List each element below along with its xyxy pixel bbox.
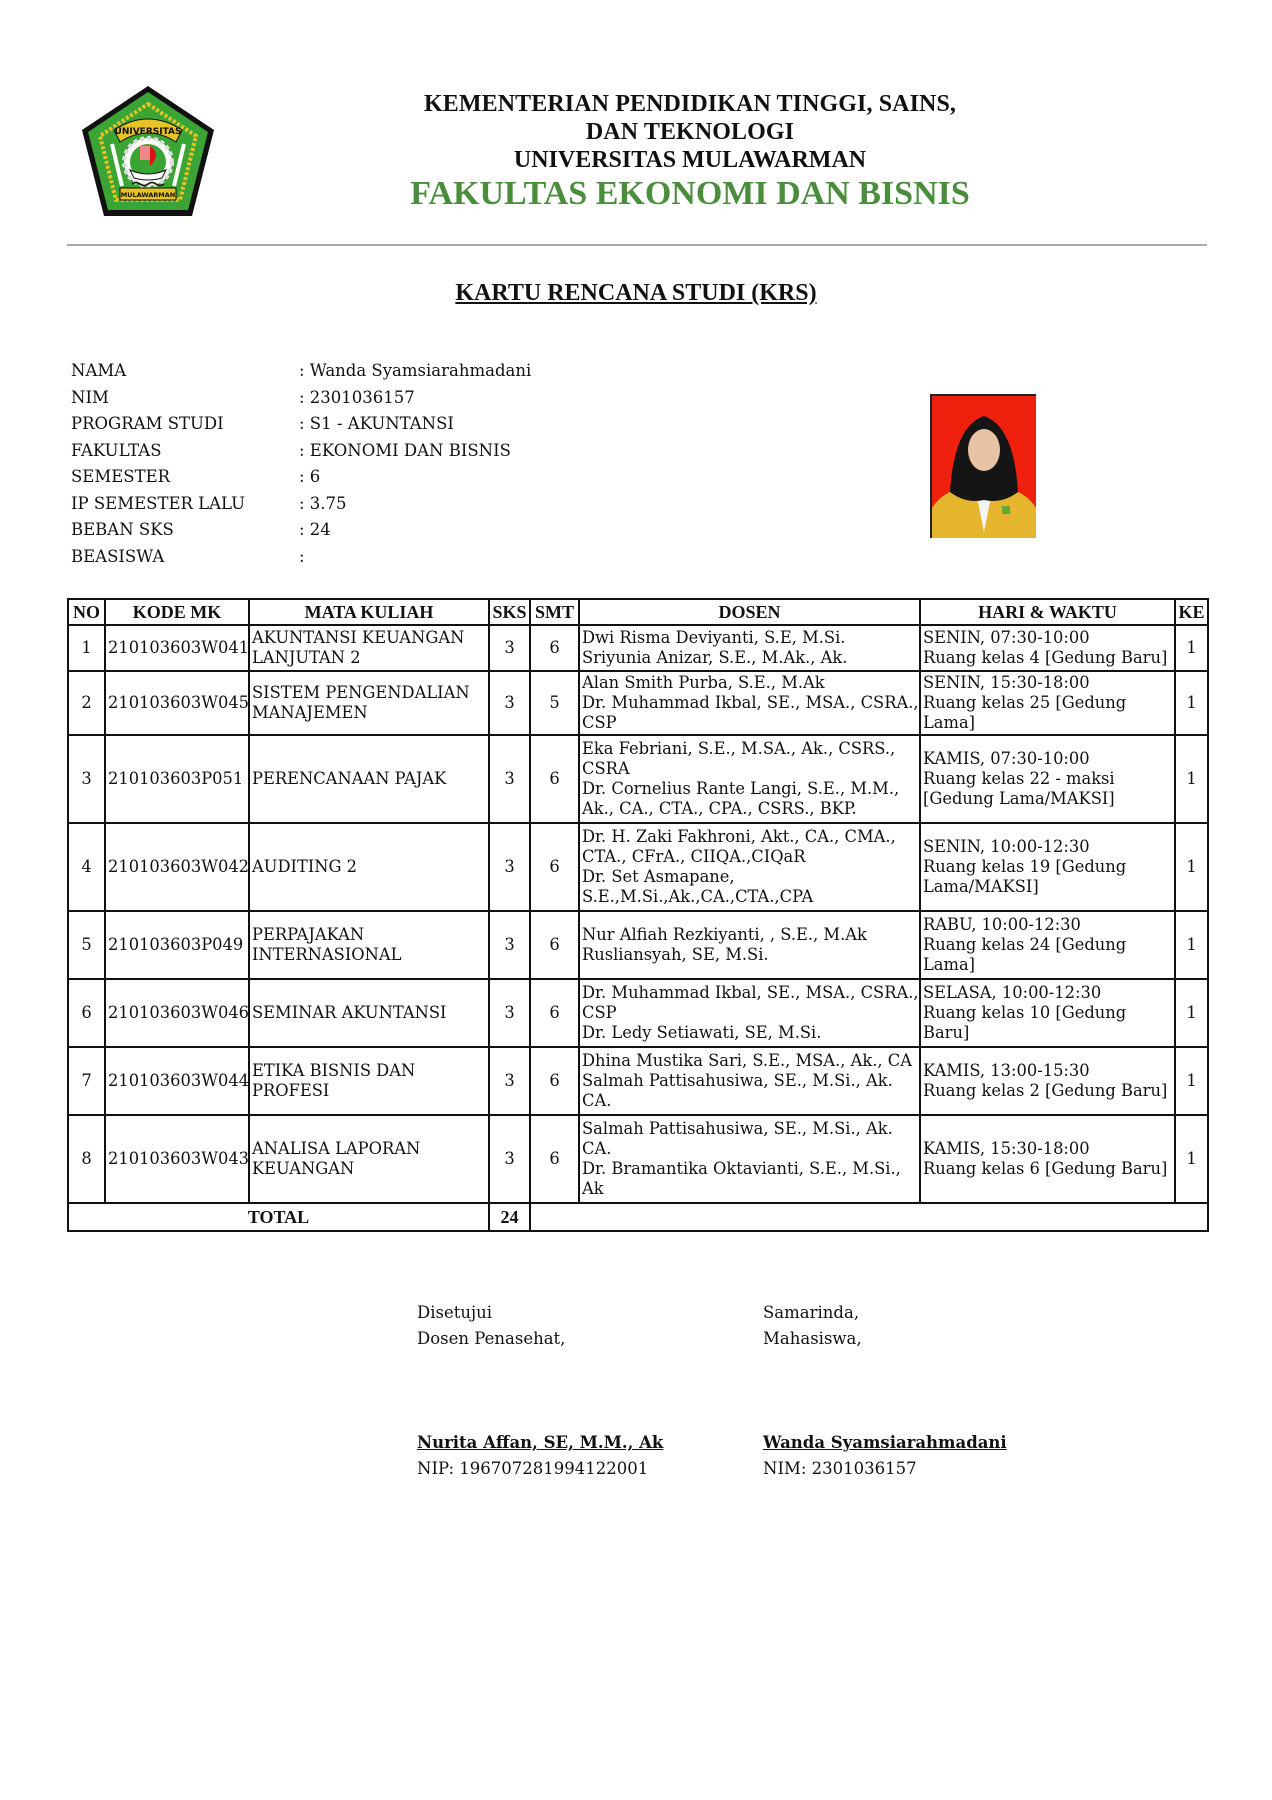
cell-hari-waktu-line: SENIN, 15:30-18:00 — [923, 673, 1090, 692]
info-row-semester — [71, 464, 531, 491]
cell-no: 8 — [68, 1115, 105, 1203]
info-row-nama — [71, 358, 531, 385]
cell-hari-waktu-line: Baru] — [923, 1023, 970, 1042]
cell-dosen — [579, 823, 920, 911]
total-empty — [530, 1203, 1208, 1231]
col-header-hari-waktu: HARI & WAKTU — [920, 599, 1175, 625]
col-header-kode-mk: KODE MK — [105, 599, 249, 625]
info-value: : — [299, 546, 305, 566]
total-row — [68, 1203, 1208, 1231]
cell-ke: 1 — [1175, 1115, 1208, 1203]
info-row-program-studi — [71, 411, 531, 438]
cell-sks: 3 — [489, 979, 530, 1047]
cell-dosen — [579, 1115, 920, 1203]
info-value: : 6 — [299, 467, 321, 486]
cell-dosen — [579, 735, 920, 823]
cell-smt: 6 — [530, 625, 579, 671]
info-value: : S1 - AKUNTANSI — [299, 414, 454, 433]
table-row — [68, 1115, 1208, 1203]
info-value: : 3.75 — [299, 493, 347, 513]
col-header-no: NO — [68, 599, 105, 625]
student-role-label: Mahasiswa, — [763, 1329, 862, 1348]
cell-no: 1 — [68, 625, 105, 671]
cell-mata-kuliah-line: ANALISA LAPORAN — [252, 1139, 421, 1158]
cell-hari-waktu — [920, 823, 1175, 911]
cell-dosen-line: CA. — [582, 1091, 612, 1110]
info-label: NIM — [71, 387, 109, 407]
advisor-name: Nurita Affan, SE, M.M., Ak — [417, 1433, 664, 1452]
cell-hari-waktu-line: SENIN, 10:00-12:30 — [923, 837, 1090, 856]
info-label: NAMA — [71, 361, 127, 380]
cell-mata-kuliah-line: AUDITING 2 — [252, 857, 358, 876]
cell-hari-waktu-line: Ruang kelas 19 [Gedung — [923, 857, 1127, 876]
cell-hari-waktu — [920, 735, 1175, 823]
cell-ke: 1 — [1175, 979, 1208, 1047]
cell-dosen-line: CSP — [582, 1003, 617, 1022]
cell-mata-kuliah-line: AKUNTANSI KEUANGAN — [252, 628, 465, 647]
cell-hari-waktu — [920, 979, 1175, 1047]
cell-hari-waktu-line: Ruang kelas 4 [Gedung Baru] — [923, 648, 1168, 667]
cell-no: 3 — [68, 735, 105, 823]
info-label: PROGRAM STUDI — [71, 414, 224, 433]
cell-kode-mk: 210103603W043 — [105, 1115, 249, 1203]
student-photo — [930, 394, 1036, 538]
cell-hari-waktu — [920, 1115, 1175, 1203]
info-label: BEBAN SKS — [71, 520, 174, 539]
cell-dosen-line: Ak — [582, 1179, 604, 1198]
cell-mata-kuliah-line: PERPAJAKAN — [252, 925, 365, 944]
logo-bottom-text: MULAWARMAN — [120, 191, 176, 199]
cell-dosen-line: Dr. Ledy Setiawati, SE, M.Si. — [582, 1023, 822, 1042]
letterhead — [380, 90, 1000, 214]
cell-dosen-line: Alan Smith Purba, S.E., M.Ak — [582, 673, 825, 692]
cell-mata-kuliah — [249, 625, 489, 671]
cell-mata-kuliah — [249, 671, 489, 735]
cell-smt: 6 — [530, 979, 579, 1047]
cell-hari-waktu-line: KAMIS, 07:30-10:00 — [923, 749, 1090, 768]
cell-dosen — [579, 1047, 920, 1115]
cell-mata-kuliah-line: ETIKA BISNIS DAN — [252, 1061, 416, 1080]
info-row-ip — [71, 491, 531, 518]
info-value: : 24 — [299, 520, 331, 539]
advisor-nip: NIP: 196707281994122001 — [417, 1459, 649, 1478]
cell-mata-kuliah-line: MANAJEMEN — [252, 703, 368, 722]
cell-ke: 1 — [1175, 1047, 1208, 1115]
cell-hari-waktu-line: Ruang kelas 25 [Gedung — [923, 693, 1127, 712]
cell-dosen — [579, 625, 920, 671]
info-row-beban-sks — [71, 517, 531, 544]
col-header-ke: KE — [1175, 599, 1208, 625]
info-row-fakultas — [71, 438, 531, 465]
page-title: KARTU RENCANA STUDI (KRS) — [455, 280, 817, 306]
cell-hari-waktu-line: Ruang kelas 10 [Gedung — [923, 1003, 1127, 1022]
table-row — [68, 1047, 1208, 1115]
cell-mata-kuliah — [249, 1115, 489, 1203]
cell-mata-kuliah-line: PROFESI — [252, 1081, 330, 1100]
cell-sks: 3 — [489, 1115, 530, 1203]
cell-dosen-line: Dr. Cornelius Rante Langi, S.E., M.M., — [582, 779, 900, 798]
info-value: : EKONOMI DAN BISNIS — [299, 440, 511, 460]
col-header-dosen: DOSEN — [579, 599, 920, 625]
cell-ke: 1 — [1175, 671, 1208, 735]
cell-mata-kuliah-line: PERENCANAAN PAJAK — [252, 769, 447, 788]
cell-mata-kuliah — [249, 979, 489, 1047]
cell-sks: 3 — [489, 625, 530, 671]
cell-dosen — [579, 911, 920, 979]
cell-sks: 3 — [489, 1047, 530, 1115]
table-row — [68, 671, 1208, 735]
cell-hari-waktu-line: Ruang kelas 24 [Gedung — [923, 935, 1127, 954]
cell-hari-waktu-line: SENIN, 07:30-10:00 — [923, 628, 1090, 647]
table-row — [68, 911, 1208, 979]
cell-dosen-line: Eka Febriani, S.E., M.SA., Ak., CSRS., — [582, 739, 896, 758]
cell-hari-waktu-line: Ruang kelas 6 [Gedung Baru] — [923, 1159, 1168, 1178]
cell-dosen-line: CA. — [582, 1139, 612, 1158]
place-label: Samarinda, — [763, 1303, 860, 1322]
cell-smt: 6 — [530, 1115, 579, 1203]
cell-no: 7 — [68, 1047, 105, 1115]
col-header-smt: SMT — [530, 599, 579, 625]
cell-mata-kuliah-line: SEMINAR AKUNTANSI — [252, 1003, 447, 1022]
advisor-signature-block — [417, 1300, 663, 1482]
cell-dosen-line: Dwi Risma Deviyanti, S.E, M.Si. — [582, 628, 846, 647]
cell-no: 6 — [68, 979, 105, 1047]
cell-dosen-line: Dr. H. Zaki Fakhroni, Akt., CA., CMA., — [582, 827, 896, 846]
cell-mata-kuliah — [249, 911, 489, 979]
cell-kode-mk: 210103603P049 — [105, 911, 249, 979]
cell-ke: 1 — [1175, 823, 1208, 911]
col-header-sks: SKS — [489, 599, 530, 625]
cell-dosen-line: Salmah Pattisahusiwa, SE., M.Si., Ak. — [582, 1119, 893, 1138]
table-row — [68, 735, 1208, 823]
logo-top-text: UNIVERSITAS — [114, 127, 182, 137]
total-sks: 24 — [489, 1203, 530, 1231]
cell-no: 5 — [68, 911, 105, 979]
student-nim: NIM: 2301036157 — [763, 1459, 917, 1478]
cell-kode-mk: 210103603W046 — [105, 979, 249, 1047]
info-row-beasiswa — [71, 544, 531, 571]
info-label: FAKULTAS — [71, 440, 162, 460]
cell-mata-kuliah-line: SISTEM PENGENDALIAN — [252, 683, 470, 702]
cell-mata-kuliah — [249, 1047, 489, 1115]
cell-dosen-line: CSP — [582, 713, 617, 732]
cell-hari-waktu-line: KAMIS, 15:30-18:00 — [923, 1139, 1090, 1158]
cell-dosen-line: Dr. Set Asmapane, — [582, 867, 735, 886]
cell-dosen-line: Dr. Bramantika Oktavianti, S.E., M.Si., — [582, 1159, 901, 1178]
info-value: : 2301036157 — [299, 387, 415, 407]
faculty-name: FAKULTAS EKONOMI DAN BISNIS — [410, 175, 970, 212]
table-header-row — [68, 599, 1208, 625]
cell-hari-waktu-line: [Gedung Lama/MAKSI] — [923, 789, 1115, 808]
cell-hari-waktu-line: Ruang kelas 2 [Gedung Baru] — [923, 1081, 1168, 1100]
ministry-line-2: DAN TEKNOLOGI — [585, 119, 795, 145]
cell-mata-kuliah-line: KEUANGAN — [252, 1159, 355, 1178]
cell-smt: 6 — [530, 823, 579, 911]
cell-sks: 3 — [489, 735, 530, 823]
university-logo-icon — [76, 82, 220, 222]
info-label: BEASISWA — [71, 546, 165, 566]
cell-hari-waktu-line: Lama] — [923, 713, 976, 732]
university-name: UNIVERSITAS MULAWARMAN — [513, 147, 867, 173]
cell-smt: 6 — [530, 1047, 579, 1115]
cell-sks: 3 — [489, 823, 530, 911]
cell-hari-waktu-line: Ruang kelas 22 - maksi — [923, 769, 1115, 788]
cell-mata-kuliah — [249, 735, 489, 823]
cell-dosen — [579, 979, 920, 1047]
cell-dosen-line: Ak., CA., CTA., CPA., CSRS., BKP. — [582, 799, 857, 818]
cell-hari-waktu — [920, 625, 1175, 671]
cell-dosen-line: Salmah Pattisahusiwa, SE., M.Si., Ak. — [582, 1071, 893, 1090]
cell-smt: 5 — [530, 671, 579, 735]
student-signature-name: Wanda Syamsiarahmadani — [763, 1433, 1007, 1452]
cell-hari-waktu-line: SELASA, 10:00-12:30 — [923, 983, 1102, 1002]
cell-dosen-line: Dr. Muhammad Ikbal, SE., MSA., CSRA., — [582, 693, 919, 712]
cell-sks: 3 — [489, 671, 530, 735]
cell-dosen-line: Dhina Mustika Sari, S.E., MSA., Ak., CA — [582, 1051, 912, 1070]
cell-kode-mk: 210103603W045 — [105, 671, 249, 735]
cell-hari-waktu — [920, 1047, 1175, 1115]
cell-dosen — [579, 671, 920, 735]
col-header-mata-kuliah: MATA KULIAH — [249, 599, 489, 625]
cell-kode-mk: 210103603W044 — [105, 1047, 249, 1115]
cell-mata-kuliah-line: LANJUTAN 2 — [252, 648, 361, 667]
cell-ke: 1 — [1175, 911, 1208, 979]
cell-smt: 6 — [530, 911, 579, 979]
table-row — [68, 823, 1208, 911]
cell-kode-mk: 210103603P051 — [105, 735, 249, 823]
table-row — [68, 625, 1208, 671]
ministry-line-1: KEMENTERIAN PENDIDIKAN TINGGI, SAINS, — [423, 91, 957, 117]
cell-ke: 1 — [1175, 625, 1208, 671]
cell-hari-waktu-line: KAMIS, 13:00-15:30 — [923, 1061, 1090, 1080]
cell-kode-mk: 210103603W042 — [105, 823, 249, 911]
cell-hari-waktu-line: Lama/MAKSI] — [923, 877, 1039, 896]
header-divider — [67, 244, 1207, 246]
info-row-nim — [71, 385, 531, 412]
advisor-approved-label: Disetujui — [417, 1303, 493, 1322]
cell-hari-waktu-line: Lama] — [923, 955, 976, 974]
info-value: : Wanda Syamsiarahmadani — [299, 361, 532, 380]
cell-hari-waktu — [920, 911, 1175, 979]
cell-dosen-line: S.E.,M.Si.,Ak.,CA.,CTA.,CPA — [582, 887, 814, 906]
course-table — [67, 598, 1209, 1232]
cell-hari-waktu — [920, 671, 1175, 735]
info-label: IP SEMESTER LALU — [71, 493, 246, 513]
total-label: TOTAL — [68, 1203, 489, 1231]
cell-ke: 1 — [1175, 735, 1208, 823]
info-label: SEMESTER — [71, 467, 171, 486]
cell-dosen-line: CSRA — [582, 759, 630, 778]
cell-dosen-line: Dr. Muhammad Ikbal, SE., MSA., CSRA., — [582, 983, 919, 1002]
table-row — [68, 979, 1208, 1047]
cell-hari-waktu-line: RABU, 10:00-12:30 — [923, 915, 1081, 934]
student-info — [71, 358, 531, 570]
cell-mata-kuliah — [249, 823, 489, 911]
cell-dosen-line: Sriyunia Anizar, S.E., M.Ak., Ak. — [582, 648, 848, 667]
cell-dosen-line: Nur Alfiah Rezkiyanti, , S.E., M.Ak — [582, 925, 867, 944]
cell-mata-kuliah-line: INTERNASIONAL — [252, 945, 402, 964]
cell-sks: 3 — [489, 911, 530, 979]
cell-dosen-line: Rusliansyah, SE, M.Si. — [582, 945, 769, 964]
cell-smt: 6 — [530, 735, 579, 823]
cell-no: 4 — [68, 823, 105, 911]
cell-dosen-line: CTA., CFrA., CIIQA.,CIQaR — [582, 847, 806, 866]
cell-kode-mk: 210103603W041 — [105, 625, 249, 671]
cell-no: 2 — [68, 671, 105, 735]
advisor-role-label: Dosen Penasehat, — [417, 1329, 566, 1348]
student-signature-block — [763, 1300, 1007, 1482]
